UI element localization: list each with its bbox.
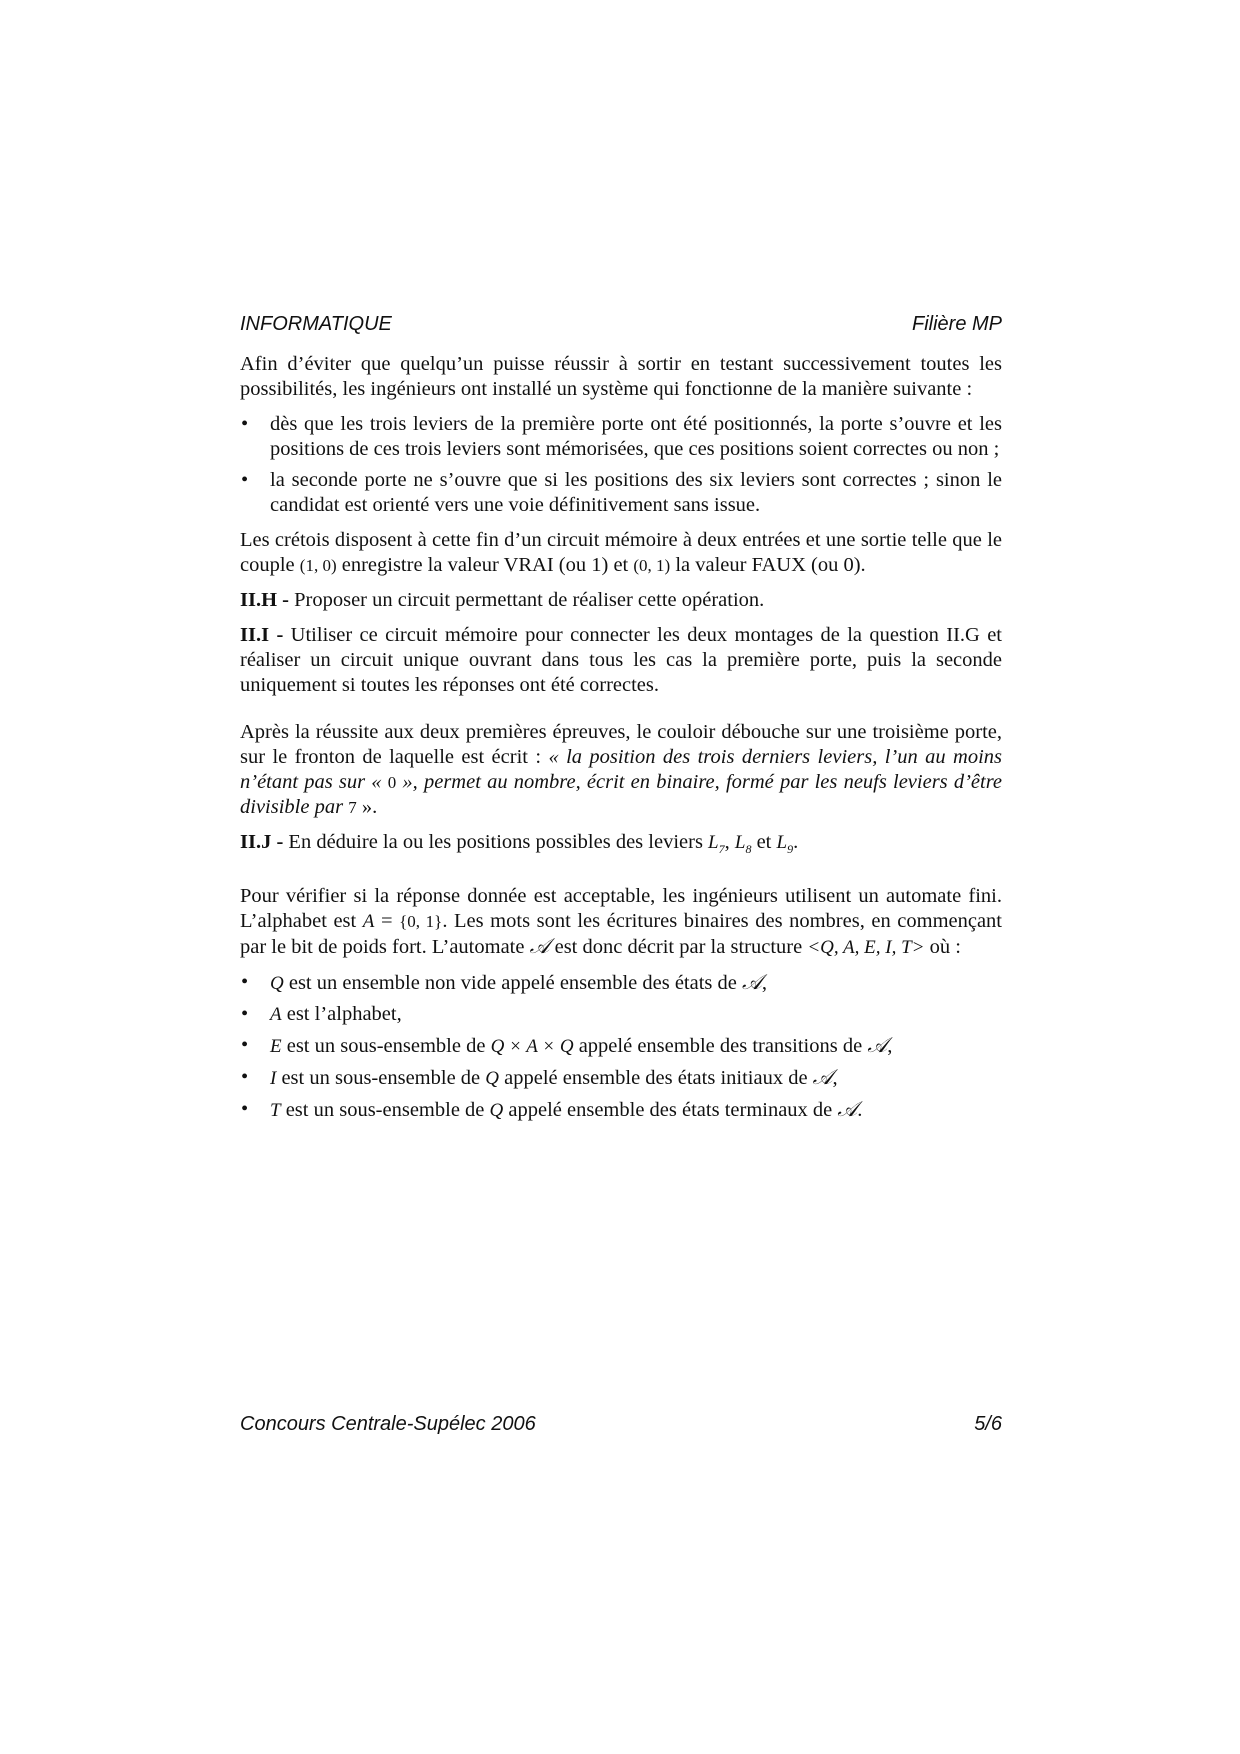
lever-l8: $L_8$ xyxy=(734,832,752,856)
definition-text: est l’alphabet, xyxy=(286,1002,402,1025)
definition-text: appelé ensemble des transitions de xyxy=(578,1034,863,1057)
third-door-text: Après la réussite aux deux premières épreuves, le couloir débouche sur une troisième porte, sur le fronton de laquelle est écrit : xyxy=(240,721,1002,768)
bullet-icon: • xyxy=(241,1002,249,1025)
automaton-text: . Les mots sont les écritures binaires des nombres, en commençant par le bit de poids fort. L’automate xyxy=(240,909,1003,958)
automaton-paragraph xyxy=(240,884,1002,960)
list-item xyxy=(240,412,1002,462)
list-item: • T est un sous-ensemble de Q appelé ensemble des états terminaux de 𝒜. xyxy=(241,1096,863,1121)
question-label: II.I - xyxy=(240,624,284,646)
list-item: • Q est un ensemble non vide appelé ensemble des états de 𝒜, xyxy=(241,969,767,994)
bullet-icon: • xyxy=(241,970,249,993)
couple-false: (0, 1) xyxy=(633,556,671,575)
memory-text: Les crétois disposent à cette fin d’un circuit mémoire à deux entrées et une sortie telle que le couple xyxy=(240,529,1002,576)
list-item: • I est un sous-ensemble de Q appelé ensemble des états initiaux de 𝒜, xyxy=(241,1064,838,1089)
question-h xyxy=(240,588,1002,613)
question-label: II.J - xyxy=(240,831,284,853)
question-text: Proposer un circuit permettant de réaliser cette opération. xyxy=(294,589,765,611)
list-item xyxy=(240,468,1002,518)
subject-label: INFORMATIQUE xyxy=(240,313,392,335)
definition-symbol: Q xyxy=(270,972,284,994)
door-rule-text: la seconde porte ne s’ouvre que si les positions des six leviers sont correctes ; sinon le candidat est orienté vers une voie définitivement sans issue. xyxy=(270,469,1002,516)
definition-symbol: A xyxy=(270,1003,282,1025)
question-i xyxy=(240,623,1002,698)
bullet-icon: • xyxy=(241,1033,249,1056)
definition-expression: Q xyxy=(489,1099,504,1121)
definition-text: est un sous-ensemble de xyxy=(281,1066,481,1089)
question-label: II.H - xyxy=(240,589,289,611)
definition-expression: Q × A × Q xyxy=(490,1035,574,1057)
memory-text: enregistre la valeur VRAI (ou 1) et xyxy=(341,554,629,576)
definition-symbol: E xyxy=(270,1035,282,1057)
page-footer xyxy=(240,1413,1002,1436)
alphabet-symbol: A xyxy=(362,910,375,932)
bullet-icon: • xyxy=(241,1097,249,1120)
question-text: En déduire la ou les positions possibles des leviers xyxy=(288,831,703,853)
alphabet-set: {0, 1} xyxy=(399,911,443,931)
definition-text: est un sous-ensemble de xyxy=(286,1034,486,1057)
list-item xyxy=(240,1002,1002,1027)
automaton-text: où : xyxy=(929,935,961,958)
seven-value: 7 xyxy=(348,798,357,817)
third-door-paragraph xyxy=(240,720,1002,820)
question-j: II.J - En déduire la ou les positions possibles des leviers $L_7$, $L_8$ et $L_9$. xyxy=(240,831,799,856)
zero-value: 0 xyxy=(387,773,397,792)
definition-text: appelé ensemble des états terminaux de xyxy=(508,1098,833,1121)
automaton-structure: <Q, A, E, I, T> xyxy=(807,936,925,958)
page-body xyxy=(240,352,1002,1133)
equals-sign: = xyxy=(380,909,393,932)
inscription-text: », permet au nombre, écrit en binaire, formé par les neufs leviers d’être divisible par xyxy=(240,771,1003,818)
definition-symbol: T xyxy=(270,1099,281,1121)
memory-circuit-paragraph xyxy=(240,528,1002,578)
automaton-symbol: 𝒜 xyxy=(812,1064,833,1089)
inscription-close: ». xyxy=(361,796,378,818)
track-label: Filière MP xyxy=(911,313,1002,335)
page-header xyxy=(240,313,1002,336)
definition-text: appelé ensemble des états initiaux de xyxy=(504,1066,808,1089)
definition-text: est un sous-ensemble de xyxy=(285,1098,485,1121)
bullet-icon: • xyxy=(241,1065,249,1088)
bullet-icon: • xyxy=(241,469,249,491)
automaton-text: Pour vérifier si la réponse donnée est acceptable, les ingénieurs utilisent un automate fini. L’alphabet est xyxy=(240,884,1002,932)
definition-symbol: I xyxy=(270,1067,277,1089)
automaton-symbol: 𝒜 xyxy=(867,1032,888,1057)
lever-l9: $L_9$ xyxy=(776,832,794,856)
door-rules-list xyxy=(240,412,1002,518)
page-number: 5/6 xyxy=(974,1413,1002,1435)
inscription-text: « la position des trois derniers leviers, l’un au moins n’étant pas sur « xyxy=(240,746,1002,793)
intro-paragraph: Afin d’éviter que quelqu’un puisse réussir à sortir en testant successivement toutes les possibilités, les ingénieurs ont installé un système qui fonctionne de la manière suivante : xyxy=(240,353,1002,400)
door-rule-text: dès que les trois leviers de la première porte ont été positionnés, la porte s’ouvre et les positions de ces trois leviers sont mémorisées, que ces positions soient correctes ou non ; xyxy=(270,413,1002,460)
automaton-text: est donc décrit par la structure xyxy=(554,935,803,958)
list-item: • E est un sous-ensemble de Q × A × Q appelé ensemble des transitions de 𝒜, xyxy=(241,1032,893,1057)
question-text: Utiliser ce circuit mémoire pour connecter les deux montages de la question II.G et réaliser un circuit unique ouvrant dans tous les cas la première porte, puis la seconde uniquement si toutes les réponses ont été correctes. xyxy=(240,624,1002,696)
automaton-symbol: 𝒜 xyxy=(529,933,550,958)
definition-text: est un ensemble non vide appelé ensemble des états de xyxy=(288,971,737,994)
lever-l7: $L_7$ xyxy=(708,832,725,856)
definition-expression: Q xyxy=(485,1067,500,1089)
bullet-icon: • xyxy=(241,413,249,435)
automaton-symbol: 𝒜 xyxy=(742,969,762,994)
automaton-symbol: 𝒜 xyxy=(837,1096,858,1121)
memory-text: la valeur FAUX (ou 0). xyxy=(675,554,866,576)
definitions-list xyxy=(240,970,1002,1123)
exam-name: Concours Centrale-Supélec 2006 xyxy=(240,1413,536,1435)
couple-true: (1, 0) xyxy=(299,556,337,575)
